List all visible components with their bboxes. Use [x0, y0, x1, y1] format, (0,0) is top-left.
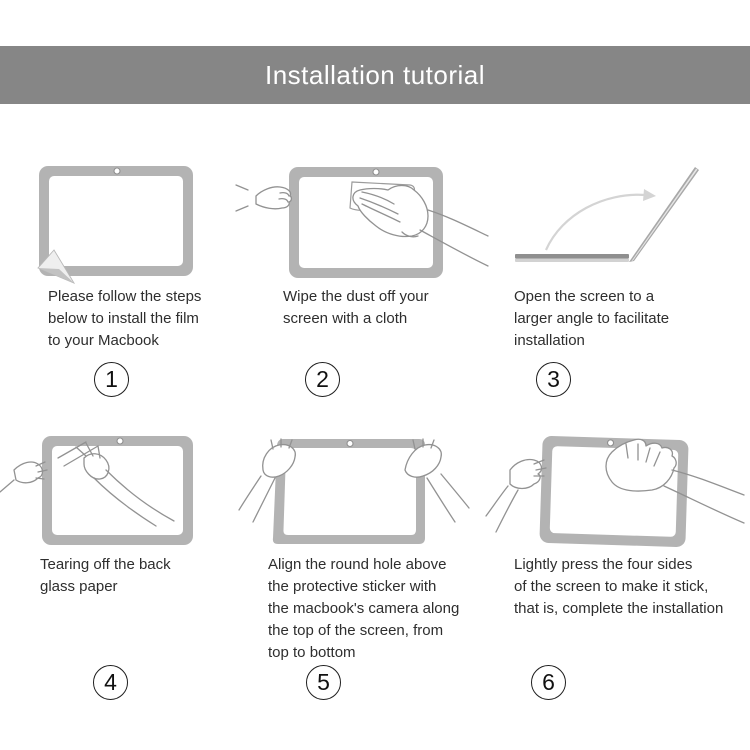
left-arm-lines: [486, 486, 518, 532]
step-card-1: [28, 150, 245, 440]
step-number-wrap: [94, 362, 129, 397]
open-direction-arrow-arc: [546, 195, 646, 250]
page-title: Installation tutorial: [264, 59, 486, 90]
step-number-badge: 6: [531, 665, 566, 700]
step-number-wrap: [305, 362, 340, 397]
step-description: Lightly press the four sides of the screen to make it stick, that is, complete the installation: [514, 556, 724, 617]
step-description: Tearing off the back glass paper: [40, 556, 171, 595]
step-card-3: [500, 150, 748, 440]
camera-icon: [114, 168, 120, 174]
step4-illustration-hand-tearing-off-back-paper: [28, 418, 245, 553]
left-hand-icon: [486, 459, 546, 532]
left-hand-outline: [256, 187, 291, 209]
laptop-screen-highlight: [632, 169, 698, 261]
laptop-base-top: [515, 254, 629, 259]
step-description: Please follow the steps below to install the film to your Macbook: [48, 288, 202, 349]
step-number-wrap: [531, 665, 566, 700]
step1-illustration-screen-with-peeling-film-corner: [28, 150, 245, 285]
step-description: Wipe the dust off your screen with a cloth: [283, 288, 429, 327]
step6-illustration-hands-pressing-screen-edges: [500, 418, 748, 553]
step-card-5: [255, 418, 490, 718]
left-hand-outline: [510, 459, 541, 488]
screen-glass: [283, 448, 416, 535]
header-banner: [0, 46, 750, 104]
step-number-badge: 3: [536, 362, 571, 397]
screen-glass: [52, 446, 183, 535]
step-number-badge: 5: [306, 665, 341, 700]
step-number-wrap: [93, 665, 128, 700]
step-number-badge: 1: [94, 362, 129, 397]
step-number-badge: 2: [305, 362, 340, 397]
camera-icon: [607, 440, 613, 446]
camera-icon: [373, 169, 379, 175]
step2-illustration-hands-wiping-screen-with-cloth: [262, 150, 487, 285]
step5-illustration-hands-aligning-film-over-screen: [255, 418, 490, 553]
camera-icon: [347, 441, 353, 447]
step-description: Align the round hole above the protective sticker with the macbook's camera along the top of the screen, from top to bottom: [268, 556, 460, 661]
laptop-base-bottom: [515, 259, 629, 263]
step-number-wrap: [306, 665, 341, 700]
step3-illustration-laptop-opened-to-wide-angle: [500, 150, 748, 285]
left-arm-lines: [0, 480, 14, 492]
camera-icon: [117, 438, 123, 444]
step-card-4: [28, 418, 245, 718]
screen-glass: [49, 176, 183, 266]
right-arm-lines: [427, 474, 469, 522]
left-hand-icon: [0, 462, 47, 492]
step-description: Open the screen to a larger angle to facilitate installation: [514, 288, 670, 349]
open-direction-arrowhead-icon: [643, 189, 656, 201]
step-number-badge: 4: [93, 665, 128, 700]
step-card-2: [262, 150, 487, 440]
step-card-6: [500, 418, 748, 718]
step-number-wrap: [536, 362, 571, 397]
